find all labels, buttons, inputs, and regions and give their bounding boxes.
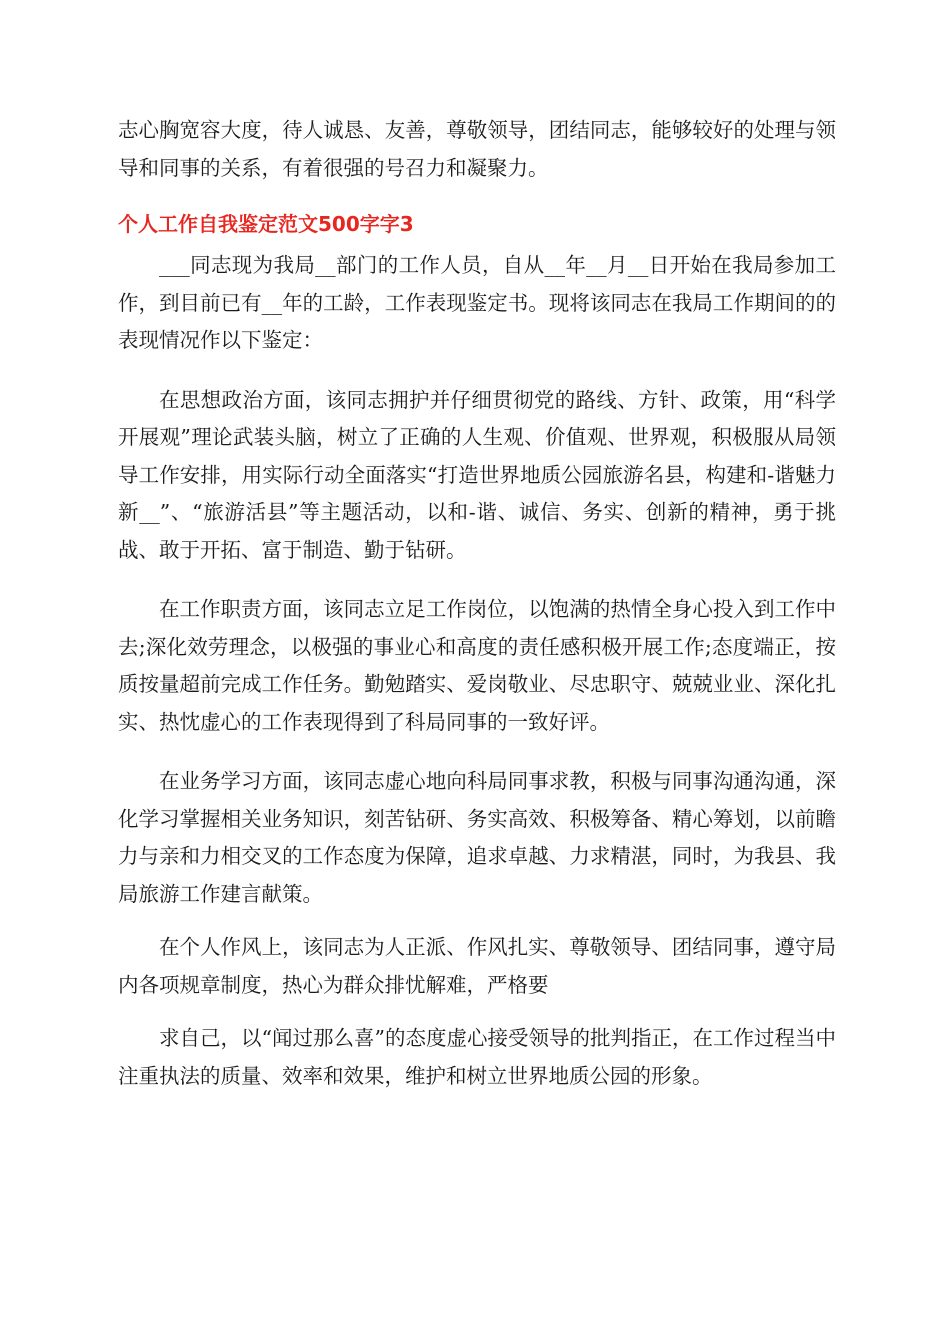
document-page xyxy=(118,112,836,1095)
paragraph-duties: 在工作职责方面，该同志立足工作岗位，以饱满的热情全身心投入到工作中去;深化效劳理念，以极强的事业心和高度的责任感积极开展工作;态度端正，按质按量超前完成工作任务。勤勉踏实、爱岗敬业、尽忠职守、兢兢业业、深化扎实、热忱虚心的工作表现得到了科局同事的一致好评。 xyxy=(118,597,836,734)
intro-paragraph: 志心胸宽容大度，待人诚恳、友善，尊敬领导，团结同志，能够较好的处理与领导和同事的关系，有着很强的号召力和凝聚力。 xyxy=(118,118,836,180)
paragraph-study: 在业务学习方面，该同志虚心地向科局同事求教，积极与同事沟通沟通，深化学习掌握相关业务知识，刻苦钻研、务实高效、积极筹备、精心筹划，以前瞻力与亲和力相交叉的工作态度为保障，追求卓越、力求精湛，同时，为我县、我局旅游工作建言献策。 xyxy=(118,769,836,906)
paragraph-self-discipline: 求自己，以“闻过那么喜”的态度虚心接受领导的批判指正，在工作过程当中注重执法的质量、效率和效果，维护和树立世界地质公园的形象。 xyxy=(118,1026,836,1088)
paragraph-intro-appraisal: ___同志现为我局__部门的工作人员，自从__年__月__日开始在我局参加工作，到目前已有__年的工龄，工作表现鉴定书。现将该同志在我局工作期间的的表现情况作以下鉴定： xyxy=(118,253,836,352)
section-heading: 个人工作自我鉴定范文500字字3 xyxy=(118,212,414,236)
paragraph-style: 在个人作风上，该同志为人正派、作风扎实、尊敬领导、团结同事，遵守局内各项规章制度，热心为群众排忧解难，严格要 xyxy=(118,935,836,997)
paragraph-political: 在思想政治方面，该同志拥护并仔细贯彻党的路线、方针、政策，用“科学开展观”理论武装头脑，树立了正确的人生观、价值观、世界观，积极服从局领导工作安排，用实际行动全面落实“打造世界地质公园旅游名县，构建和-谐魅力新__”、“旅游活县”等主题活动，以和-谐、诚信、务实、创新的精神，勇于挑战、敢于开拓、富于制造、勤于钻研。 xyxy=(118,387,836,562)
